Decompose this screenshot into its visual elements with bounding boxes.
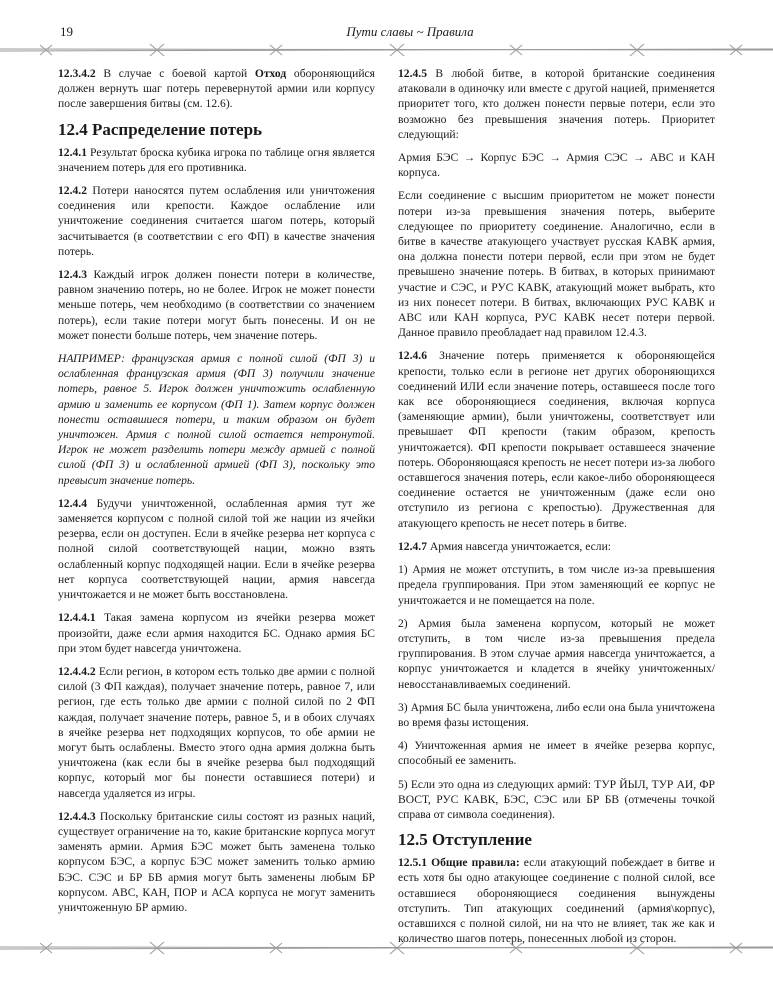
rule-text: Каждый игрок должен понести потери в количестве, равном значению потерь, но не более. Игрок не может понести меньше потерь, чем необходимо (в соответствии со значением потерь), если такие потери могут быть понесены. И он не может понести больше потерь, чем значение потерь.	[58, 268, 375, 342]
rule-text: Если соединение с высшим приоритетом не может понести потери из-за превышения значения потерь, выберите следующее по приоритету соединение. Аналогично, если в битве в качестве атакующего участвует русская КАВК армия, она должна понести потери первой, если при этом не будет превышено значение потерь. В битвах, в которых принимают участие и СЭС, и РУС КАВК, атакующий может выбрать, кто из них понесет потери. В битвах, включающих РУС КАВК и АВС или КАН корпуса, РУС КАВК несет потери первой. Данное правило преобладает над правилом 12.4.3.	[398, 189, 715, 340]
rule-text: 3) Армия БС была уничтожена, либо если она была уничтожена во время фазы истощения.	[398, 700, 715, 729]
rule-number: 12.4.4	[58, 496, 87, 510]
rule-paragraph	[58, 610, 375, 656]
rule-number: 12.4.4.3	[58, 809, 96, 823]
section-heading: 12.4 Распределение потерь	[58, 119, 263, 139]
rule-text-tail: обороняющийся должен вернуть шаг потерь перевернутой армии или корпусу после завершения битвы (см. 12.6).	[58, 67, 375, 111]
rule-text: Армия БЭС → Корпус БЭС → Армия СЭС → АВС и КАН корпуса.	[398, 151, 715, 180]
rule-paragraph	[398, 188, 715, 340]
rule-text: Поскольку британские силы состоят из разных наций, существует ограничение на то, какие британские корпуса могут заменять армии. Армия БЭС может быть заменена только корпусом БЭС, а корпус БЭС может заменить только армию БЭС. СЭС и БР БВ армия могут быть заменены любым БР корпусом. АВС, КАН, ПОР и АСА корпуса не могут заменить уничтоженную БР армию.	[58, 809, 375, 914]
rule-paragraph	[58, 267, 375, 343]
rule-paragraph	[58, 809, 375, 915]
rule-number: 12.4.5	[398, 67, 427, 80]
rule-number: 12.4.6	[398, 349, 427, 363]
rule-text: Значение потерь применяется к обороняющейся крепости, только если в регионе нет других обороняющихся соединений ИЛИ если значение потерь, оставшееся после того как все обороняющиеся соединения, включая корпуса (заменяющие армии), были уничтожены, соответствует или превышает ФП крепости (таким образом, крепость уничтожается). ФП крепости покрывает оставшееся значение потерь. Обороняющаяся крепость не несет потери из-за любого оставшегося значения потерь, если какое-либо обороняющееся соединение остается не уничтоженным (даже если оно отступило из региона с крепостью). Дружественная для атакующего крепость не несет потерь в битве.	[398, 349, 715, 530]
running-title: Пути славы ~ Правила	[346, 24, 474, 39]
card-name: Отход	[254, 67, 287, 80]
rule-text: В любой битве, в которой британские соединения атаковали в одиночку или вместе с другой нацией, применяется приоритет того, кто должен понести первые потери, если это возможно без превышения значения потерь. Приоритет следующий:	[398, 67, 715, 141]
rule-paragraph	[398, 66, 715, 142]
rule-paragraph	[398, 616, 715, 692]
rule-paragraph	[398, 700, 715, 730]
rule-paragraph	[58, 145, 375, 175]
rule-number: 12.4.3	[58, 268, 87, 282]
rule-paragraph	[58, 496, 375, 602]
rule-paragraph	[398, 539, 715, 554]
rule-paragraph	[398, 738, 715, 768]
rule-text: Такая замена корпусом из ячейки резерва может произойти, даже если армия находится БС. Однако армия БС при этом будет навсегда уничтожена.	[58, 611, 375, 655]
section-heading: 12.5 Отступление	[398, 830, 532, 850]
rule-paragraph	[58, 66, 375, 112]
rule-number: 12.5.1 Общие правила:	[398, 856, 520, 870]
rule-paragraph	[58, 664, 375, 801]
right-column	[398, 66, 715, 954]
rule-text: Результат броска кубика игрока по таблице огня является значением потерь для его противника.	[58, 145, 375, 174]
rule-number: 12.4.4.1	[58, 611, 96, 625]
rule-text: 2) Армия была заменена корпусом, который не может отступить, в том числе из-за превышения предела группирования. В этом случае армия навсегда уничтожается, а корпус уничтожается и кладется в ячейку уничтоженных/невосстанавливаемых соединений.	[398, 616, 715, 691]
rule-text: 4) Уничтоженная армия не имеет в ячейке резерва корпус, способный ее заменить.	[398, 739, 715, 768]
rule-text: 1) Армия не может отступить, в том числе из-за превышения предела группирования. При этом заменяющий ее корпус не уничтожается и не помещается на поле.	[398, 563, 715, 607]
left-column	[58, 66, 375, 923]
rule-number: 12.3.4.2	[58, 67, 96, 80]
barbed-wire-bottom-divider	[0, 940, 773, 956]
page-number: 19	[60, 24, 73, 39]
rule-text: Потери наносятся путем ослабления или уничтожения соединения или крепости. Каждое ослабление или уничтожение соединения считается шагом потерь, который засчитывается (в соответствии с его ФП) в качестве значения потерь.	[58, 184, 375, 258]
rule-number: 12.4.7	[398, 539, 427, 553]
rule-text: если атакующий побеждает в битве и есть хотя бы одно атакующее соединение с полной силой, все оставшиеся обороняющиеся соединения вынуждены отступить. Тип атакующих соединений (армия\корпус), оставшихся с полной силой, ни на что не влияет, так же как и количество шагов потерь, понесенных любой из сторон.	[398, 856, 715, 946]
rule-text: В случае с боевой картой	[95, 67, 255, 80]
rule-number: 12.4.1	[58, 145, 87, 159]
rule-text: Если регион, в котором есть только две армии с полной силой (3 ФП каждая), получает значение потерь, равное 7, или регион, где есть только две армии с полной силой по 2 ФП каждая, получает значение потерь, равное 5, и в обоих случаях в ячейке резерва нет подходящих корпусов, то обе армии не могут быть ослаблены. Вместо этого одна армия должна быть уничтожена (как если бы в ячейке резерва был подходящий корпус, который мог бы понести оставшиеся потери) и навсегда удаляется из игры.	[58, 664, 375, 800]
rule-text: Армия навсегда уничтожается, если:	[426, 539, 611, 553]
example-paragraph: НАПРИМЕР: французская армия с полной силой (ФП 3) и ослабленная французская армия (ФП 3) получили значение потерь, равное 5. Игрок должен уничтожить ослабленную армию и заменить ее корпусом (ФП 1). Затем корпус должен понести оставшиеся потери, и таким образом он будет уничтожен. Армия с полной силой остается нетронутой. Игрок не может разделить потери между армией с полной силой (ФП 3) и ослабленной армией (ФП 3), поскольку это превысит значение потерь.	[58, 352, 375, 487]
rule-number: 12.4.2	[58, 184, 87, 198]
rule-paragraph	[398, 150, 715, 180]
rule-number: 12.4.4.2	[58, 664, 96, 678]
rule-text: 5) Если это одна из следующих армий: ТУР ЙЫЛ, ТУР АИ, ФР ВОСТ, РУС КАВК, БЭС, СЭС или БР БВ (отмечены точкой справа от символа соединения).	[398, 777, 715, 821]
rule-paragraph	[398, 855, 715, 946]
rule-paragraph	[398, 777, 715, 823]
rule-paragraph	[58, 183, 375, 259]
barbed-wire-top-divider	[0, 42, 773, 58]
rule-paragraph	[398, 348, 715, 530]
rule-paragraph	[398, 562, 715, 608]
rule-text: Будучи уничтоженной, ослабленная армия тут же заменяется корпусом с полной силой той же нации из ячейки резерва, если он доступен. Если в ячейке резерва нет корпуса с полной силой соответствующей нации, можно взять ослабленный корпус подходящей нации. Если в ячейке резерва нет корпуса соответствующей нации, армия навсегда уничтожается и не может быть восстановлена.	[58, 496, 375, 602]
